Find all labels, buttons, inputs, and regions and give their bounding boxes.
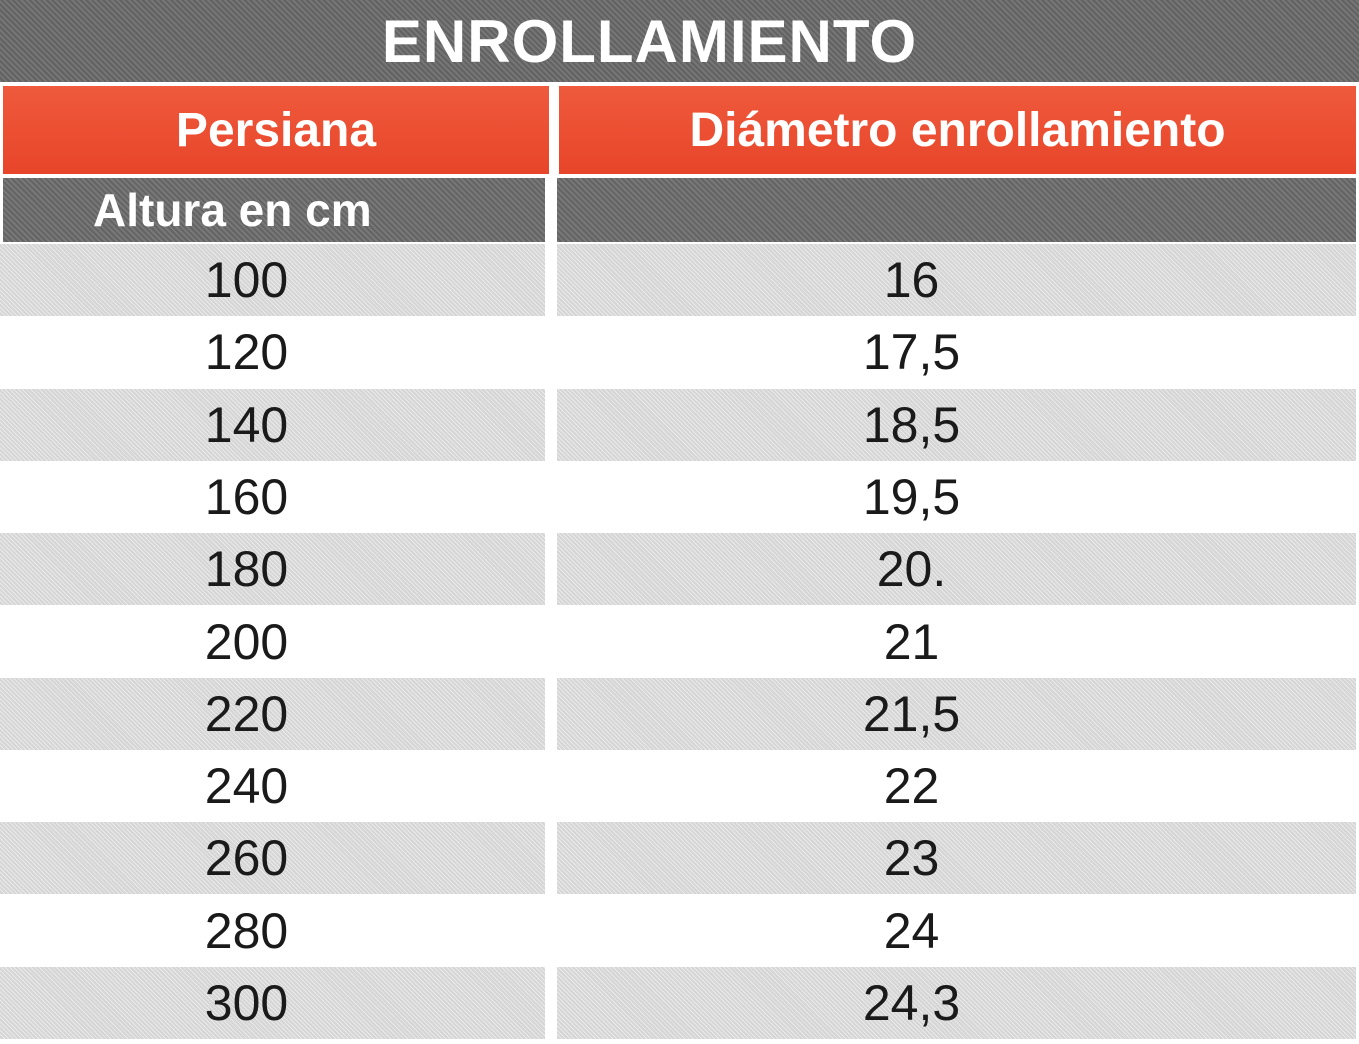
altura-cell: 280 bbox=[204, 902, 289, 959]
altura-cell: 260 bbox=[0, 822, 545, 894]
table-row bbox=[0, 822, 1359, 894]
altura-cell: 220 bbox=[0, 678, 545, 750]
altura-cell: 200 bbox=[204, 613, 289, 670]
table-row bbox=[0, 967, 1359, 1039]
table-row bbox=[0, 895, 1359, 967]
altura-cell: 140 bbox=[0, 389, 545, 461]
table-row bbox=[0, 606, 1359, 678]
altura-cell: 180 bbox=[0, 533, 545, 605]
diametro-cell: 20. bbox=[557, 533, 1356, 605]
altura-cell: 120 bbox=[204, 324, 289, 381]
altura-cell: 160 bbox=[204, 468, 289, 525]
table-title: ENROLLAMIENTO bbox=[381, 7, 918, 75]
diametro-cell: 17,5 bbox=[862, 324, 961, 381]
column-header-persiana: Persiana bbox=[3, 86, 549, 174]
column-header-diametro: Diámetro enrollamiento bbox=[559, 86, 1356, 174]
diametro-cell: 21 bbox=[883, 613, 940, 670]
table-row bbox=[0, 750, 1359, 822]
diametro-cell: 16 bbox=[557, 244, 1356, 316]
table-row bbox=[0, 244, 1359, 316]
diametro-cell: 24 bbox=[883, 902, 940, 959]
subheader-altura: Altura en cm bbox=[3, 178, 545, 242]
diametro-cell: 19,5 bbox=[862, 468, 961, 525]
table-row bbox=[0, 678, 1359, 750]
altura-cell: 300 bbox=[0, 967, 545, 1039]
subheader-diametro bbox=[557, 178, 1356, 242]
diametro-cell: 23 bbox=[557, 822, 1356, 894]
altura-cell: 240 bbox=[204, 758, 289, 815]
diametro-cell: 18,5 bbox=[557, 389, 1356, 461]
diametro-cell: 22 bbox=[883, 758, 940, 815]
table-row bbox=[0, 389, 1359, 461]
diametro-cell: 24,3 bbox=[557, 967, 1356, 1039]
table-row bbox=[0, 316, 1359, 388]
table-title-bar bbox=[0, 0, 1359, 82]
altura-cell: 100 bbox=[0, 244, 545, 316]
table-row bbox=[0, 533, 1359, 605]
table-row bbox=[0, 461, 1359, 533]
diametro-cell: 21,5 bbox=[557, 678, 1356, 750]
